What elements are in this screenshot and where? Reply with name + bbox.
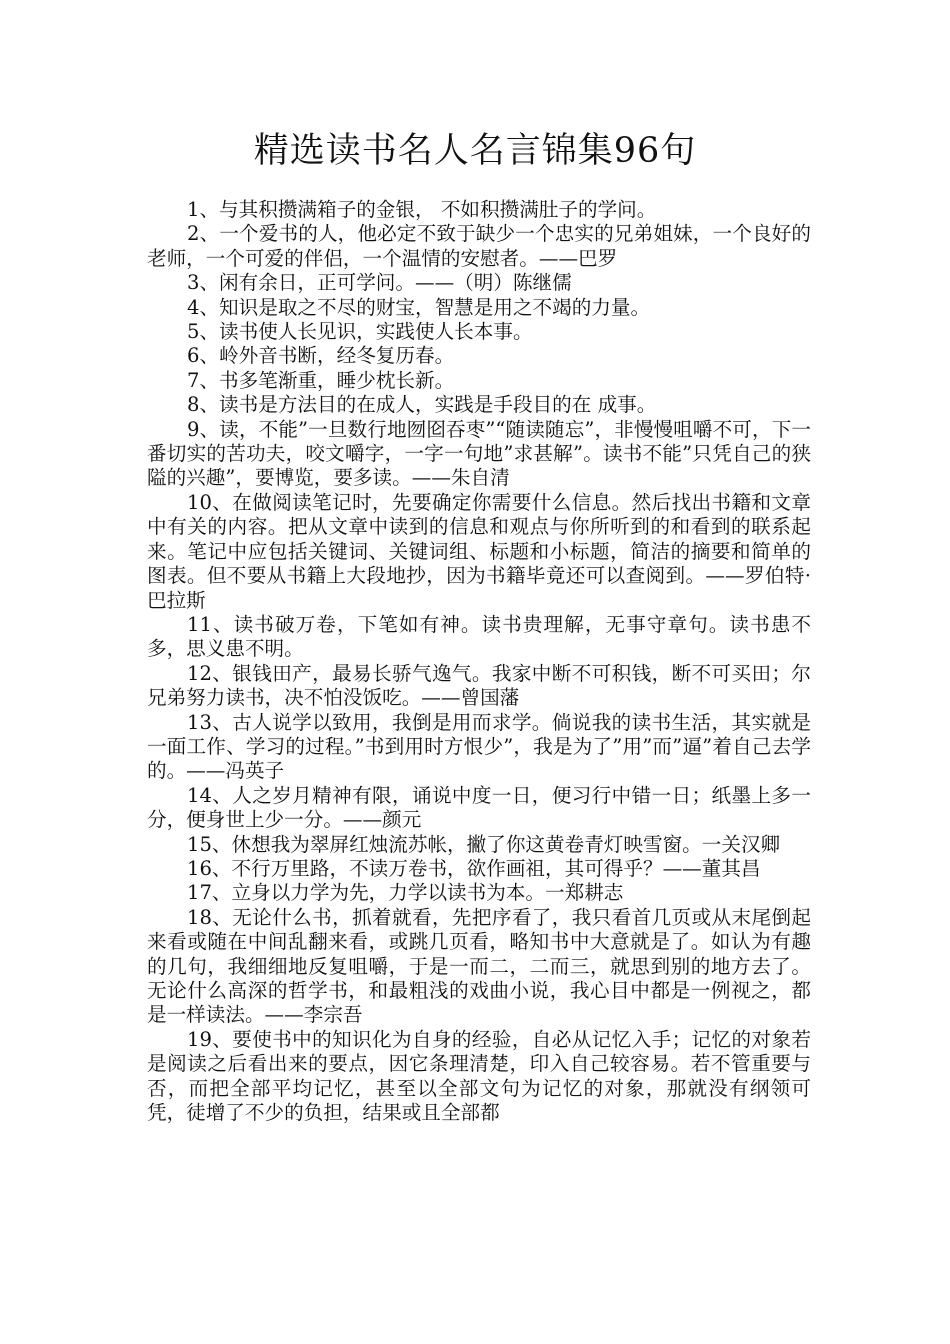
quote-item: 13、古人说学以致用，我倒是用而求学。倘说我的读书生活，其实就是一面工作、学习的过程。”书到用时方恨少”，我是为了”用”而”逼”着自己去学的。——冯英子 [147, 710, 811, 783]
quote-item: 2、一个爱书的人，他必定不致于缺少一个忠实的兄弟姐妹，一个良好的老师，一个可爱的伴侣，一个温情的安慰者。——巴罗 [147, 222, 811, 270]
quote-item: 1、与其积攒满箱子的金银， 不如积攒满肚子的学问。 [187, 198, 657, 221]
quote-item: 19、要使书中的知识化为自身的经验，自必从记忆入手；记忆的对象若是阅读之后看出来的要点，因它条理清楚，印入自己较容易。若不管重要与否，而把全部平均记忆，甚至以全部文句为记忆的对象，那就没有纲领可凭，徒增了不少的负担，结果或且全部都 [147, 1027, 811, 1125]
quote-item: 6、岭外音书断，经冬复历春。 [187, 344, 455, 368]
quote-item: 15、休想我为翠屏红烛流苏帐，撇了你这黄卷青灯映雪窗。一关汉卿 [187, 832, 781, 856]
quote-item: 12、银钱田产，最易长骄气逸气。我家中断不可积钱，断不可买田；尔兄弟努力读书，决不怕没饭吃。——曾国藩 [147, 661, 811, 710]
document-title: 精选读书名人名言锦集96句 [253, 131, 697, 171]
quote-item: 7、书多笔渐重，睡少枕长新。 [187, 368, 455, 392]
quote-item: 11、读书破万卷，下笔如有神。读书贵理解，无事守章句。读书患不多，思义患不明。 [147, 612, 811, 661]
quote-item: 4、知识是取之不尽的财宝，智慧是用之不竭的力量。 [187, 295, 651, 319]
quote-item: 8、读书是方法目的在成人，实践是手段目的在 成事。 [187, 393, 657, 417]
quote-item: 9、读，不能”一旦数行地囫囵吞枣”“随读随忘”，非慢慢咀嚼不可，下一番切实的苦功夫，咬文嚼字，一字一句地”求甚解”。读书不能”只凭自己的狭隘的兴趣”，要博览，要多读。——朱自清 [147, 417, 811, 490]
quote-item: 14、人之岁月精神有限，诵说中度一日，便习行中错一日；纸墨上多一分，便身世上少一分。——颜元 [147, 783, 811, 832]
quote-item: 18、无论什么书，抓着就看，先把序看了，我只看首几页或从末尾倒起来看或随在中间乱翻来看，或跳几页看，略知书中大意就是了。如认为有趣的几句，我细细地反复咀嚼，于是一而二，二而三，就思到别的地方去了。无论什么高深的哲学书，和最粗浅的戏曲小说，我心目中都是一例视之，都是一样读法。——李宗吾 [147, 905, 811, 1027]
quote-item: 17、立身以力学为先，力学以读书为本。一郑耕志 [187, 881, 624, 905]
quote-item: 3、闲有余日，正可学问。——（明）陈继儒 [187, 271, 572, 295]
quote-item: 5、读书使人长见识，实践使人长本事。 [187, 320, 533, 344]
quote-item: 16、不行万里路，不读万卷书，欲作画祖，其可得乎？——董其昌 [187, 856, 761, 880]
quote-list [147, 198, 811, 1125]
quote-item: 10、在做阅读笔记时，先要确定你需要什么信息。然后找出书籍和文章中有关的内容。把从文章中读到的信息和观点与你所听到的和看到的联系起来。笔记中应包括关键词、关键词组、标题和小标题，简洁的摘要和简单的图表。但不要从书籍上大段地抄，因为书籍毕竟还可以查阅到。——罗伯特·巴拉斯 [147, 490, 811, 612]
